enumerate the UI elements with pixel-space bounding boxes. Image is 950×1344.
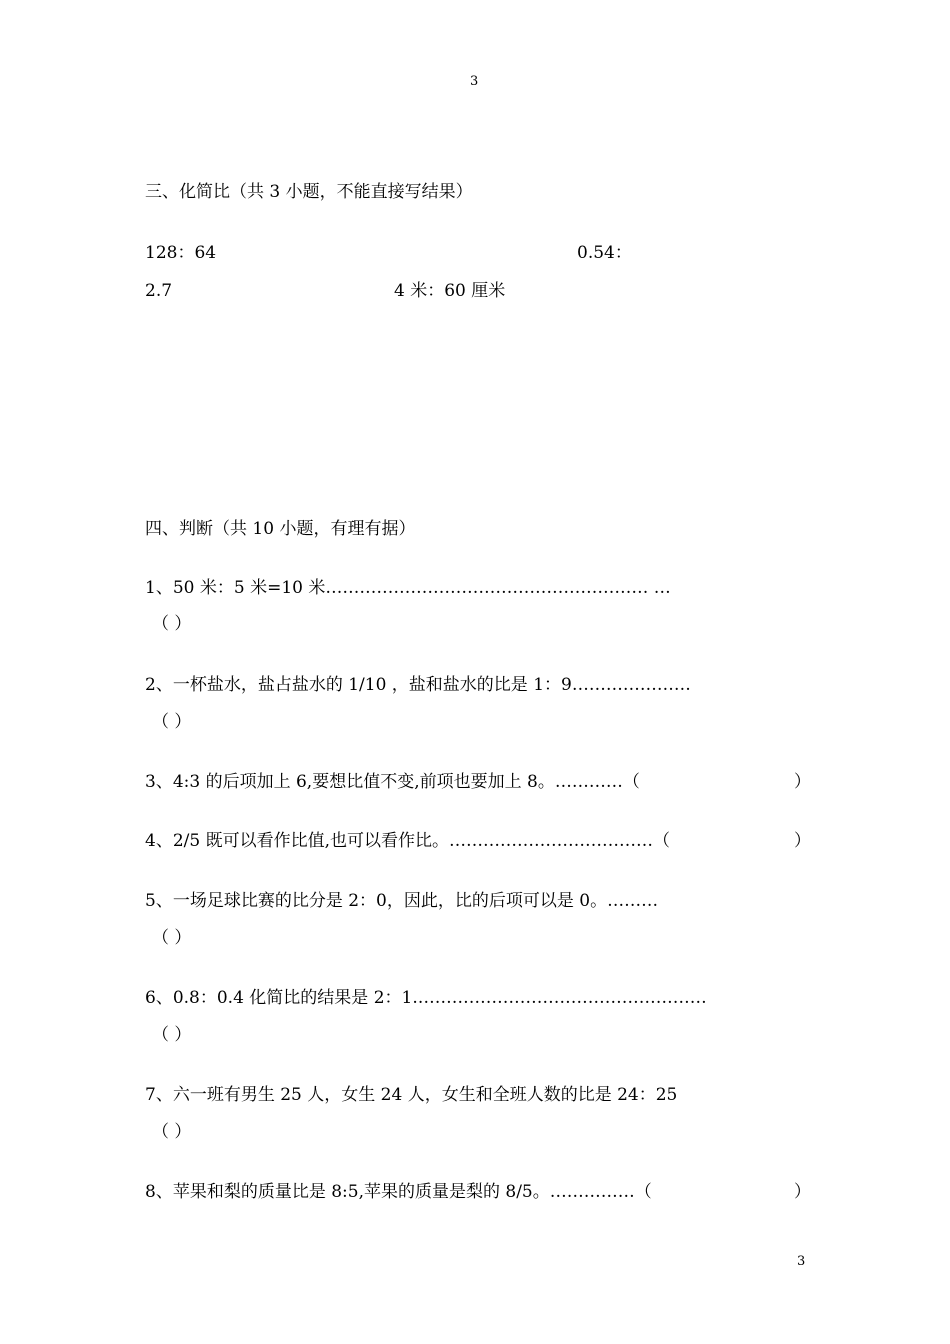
ratio-128-64: 128：64 — [145, 243, 217, 263]
section-3-heading: 三、化简比（共 3 小题，不能直接写结果） — [145, 182, 473, 202]
header-page-number: 3 — [470, 74, 479, 89]
question-1: 1、50 米：5 米=10 米………………………………………………… … — [145, 578, 671, 598]
question-5: 5、一场足球比赛的比分是 2：0，因此，比的后项可以是 0。……… — [145, 891, 659, 911]
question-2: 2、一杯盐水，盐占盐水的 1/10 ，盐和盐水的比是 1：9………………… — [145, 675, 691, 695]
answer-blank-7[interactable]: （ ） — [152, 1122, 192, 1142]
section-4-heading: 四、判断（共 10 小题，有理有据） — [145, 519, 416, 539]
ratio-054-end: 2.7 — [145, 281, 173, 301]
answer-blank-6[interactable]: （ ） — [152, 1025, 192, 1045]
answer-blank-4[interactable]: ） — [794, 831, 811, 851]
ratio-054-start: 0.54： — [577, 243, 632, 263]
answer-blank-2[interactable]: （ ） — [152, 712, 192, 732]
answer-blank-1[interactable]: （ ） — [152, 614, 192, 634]
question-6: 6、0.8：0.4 化简比的结果是 2：1.…………………………………………… — [145, 988, 707, 1008]
question-3: 3、4:3 的后项加上 6,要想比值不变,前项也要加上 8。…………（ — [145, 772, 640, 792]
question-8: 8、苹果和梨的质量比是 8:5,苹果的质量是梨的 8/5。……………（ — [145, 1182, 652, 1202]
answer-blank-5[interactable]: （ ） — [152, 928, 192, 948]
question-7: 7、六一班有男生 25 人，女生 24 人，女生和全班人数的比是 24：25 — [145, 1085, 678, 1105]
footer-page-number: 3 — [797, 1254, 806, 1269]
question-4: 4、2/5 既可以看作比值,也可以看作比。………………………………（ — [145, 831, 670, 851]
answer-blank-3[interactable]: ） — [794, 772, 811, 792]
answer-blank-8[interactable]: ） — [794, 1182, 811, 1202]
ratio-4m-60cm: 4 米：60 厘米 — [394, 281, 506, 301]
